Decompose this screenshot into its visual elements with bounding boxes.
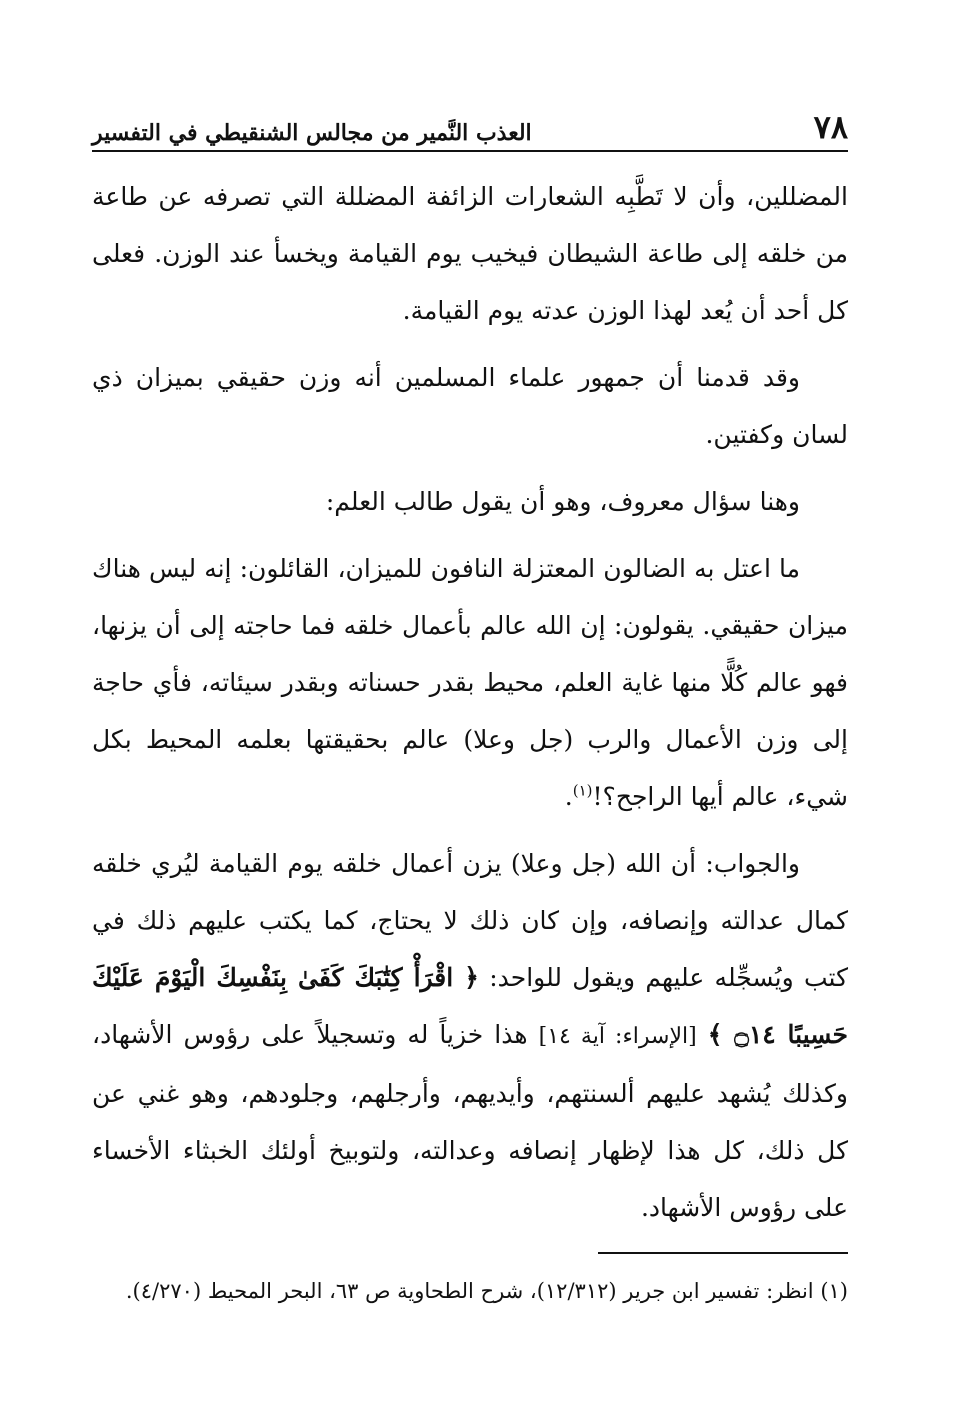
paragraph-1: المضللين، وأن لا تَطَّبِه الشعارات الزائفة المضللة التي تصرفه عن طاعة من خلقه إلى طاعة الشيطان فيخيب يوم القيامة ويخسأ عند الوزن. فعلى كل أحد أن يُعد لهذا الوزن عدته يوم القيامة. <box>92 182 848 325</box>
paragraph-5-after: هذا خزياً له وتسجيلاً على رؤوس الأشهاد، وكذلك يُشهد عليهم ألسنتهم، وأيديهم، وأرجلهم، وجلودهم، وهو غني عن كل ذلك، كل هذا لإظهار إنصافه وعدالته، ولتوبيخ أولئك الخبثاء الأخساء على رؤوس الأشهاد. <box>92 1020 848 1222</box>
paragraph-5 <box>92 835 848 1236</box>
running-title: العذب النَّمير من مجالس الشنقيطي في التفسير <box>92 120 532 146</box>
paragraph-4 <box>92 540 848 825</box>
verse-reference: [الإسراء: آية ١٤] <box>538 1024 697 1049</box>
footnote-separator <box>598 1252 848 1254</box>
quran-verse: ﴿ اقْرَأْ كِتَٰبَكَ كَفَىٰ بِنَفْسِكَ الْيَوْمَ عَلَيْكَ حَسِيبًا ۝١٤ ﴾ <box>92 963 848 1049</box>
footnote: (١) انظر: تفسير ابن جرير (١٢/٣١٢)، شرح الطحاوية ص ٦٣، البحر المحيط (٤/٢٧٠). <box>125 1279 848 1303</box>
paragraph-4-text: ما اعتل به الضالون المعتزلة النافون للميزان، القائلون: إنه ليس هناك ميزان حقيقي. يقولون: إن الله عالم بأعمال خلقه فما حاجته إلى أن يزنها، فهو عالم كُلًّا منها غاية العلم، محيط بقدر حسناته وبقدر سيئاته، فأي حاجة إلى وزن الأعمال والرب (جل وعلا) عالم بحقيقتها بعلمه المحيط بكل شيء، عالم أيها الراجح؟! <box>92 554 848 811</box>
paragraph-2: وقد قدمنا أن جمهور علماء المسلمين أنه وزن حقيقي بميزان ذي لسان وكفتين. <box>92 363 848 449</box>
footnote-marker: (١) <box>572 781 593 800</box>
page-header <box>92 96 848 152</box>
paragraph-5-before: والجواب: أن الله (جل وعلا) يزن أعمال خلقه يوم القيامة ليُري خلقه كمال عدالته وإنصافه، وإن كان ذلك لا يحتاج، كما يكتب عليهم ذلك في كتب ويُسجِّله عليهم ويقول للواحد: <box>92 849 849 992</box>
body-text <box>92 168 848 1246</box>
paragraph-4-end: . <box>564 782 573 811</box>
paragraph-3: وهنا سؤال معروف، وهو أن يقول طالب العلم: <box>325 487 800 516</box>
page-number: ٧٨ <box>813 108 848 146</box>
